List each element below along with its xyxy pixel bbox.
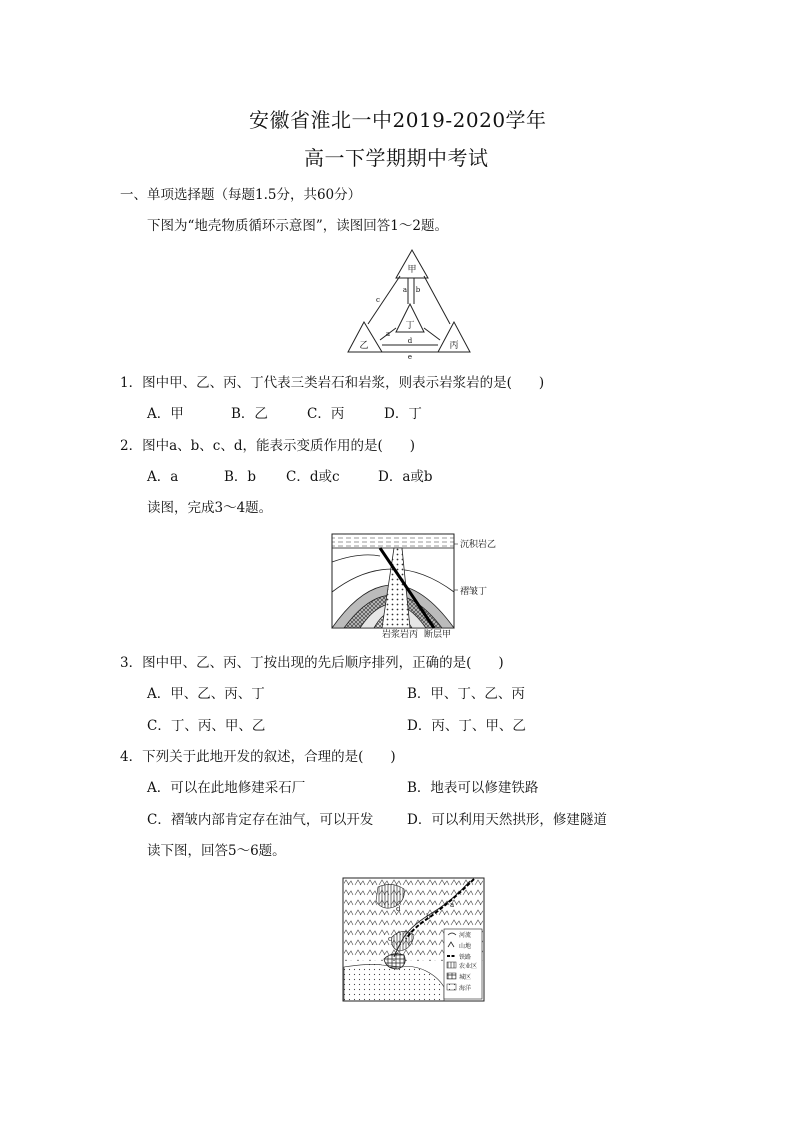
rock-cycle-diagram [344,248,474,360]
node-jia: 甲 [407,265,417,275]
title-line1: 安徽省淮北一中2019-2020学年 [249,108,547,132]
node-ding: 丁 [405,321,415,331]
arrow-label-b: b [415,286,421,294]
legend-river: 河流 [459,932,472,939]
intro-q1-2: 下图为“地壳物质循环示意图”，读图回答1～2题。 [147,218,448,234]
q1-option-a: A．甲 [147,406,184,422]
q2-option-b: B．b [224,469,257,485]
label-magmatic: 岩浆岩丙 [382,630,419,640]
q1-option-c: C．丙 [307,406,345,422]
label-fold: 褶皱丁 [460,587,488,597]
q3-option-d: D．丙、丁、甲、乙 [407,718,526,734]
label-fault: 断层甲 [424,630,452,640]
map-letter-b: b [426,913,431,921]
q2-option-d: D．a或b [378,469,433,485]
intro-q3-4: 读图，完成3～4题。 [147,500,273,516]
legend-city: 城区 [459,974,472,981]
arrow-label-a: a [402,286,408,294]
q2-stem: 2．图中a、b、c、d，能表示变质作用的是( ) [120,438,416,454]
q2-option-a: A．a [147,469,179,485]
q4-option-c: C．褶皱内部肯定存在油气，可以开发 [147,812,374,828]
node-yi: 乙 [359,341,369,351]
map-legend [444,929,482,999]
q1-stem: 1．图中甲、乙、丙、丁代表三类岩石和岩浆，则表示岩浆岩的是( ) [120,375,545,391]
q3-stem: 3．图中甲、乙、丙、丁按出现的先后顺序排列，正确的是( ) [120,655,504,671]
q2-option-c: C．d或c [286,469,340,485]
label-sedimentary: 沉积岩乙 [460,540,497,550]
q1-option-b: B．乙 [231,406,268,422]
arrow-label-a2: a [385,330,391,338]
title-line2: 高一下学期期中考试 [304,146,489,170]
river-city-map [342,877,485,1002]
q1-option-d: D．丁 [384,406,422,422]
q4-option-d: D．可以利用天然拱形，修建隧道 [407,812,607,828]
q4-stem: 4．下列关于此地开发的叙述，合理的是( ) [120,749,396,765]
geologic-section-diagram [330,532,500,640]
q3-option-a: A．甲、乙、丙、丁 [147,686,265,702]
section-heading: 一、单项选择题（每题1.5分，共60分） [120,187,362,203]
arrow-label-e: e [407,353,413,360]
legend-farm-icon [447,962,456,968]
legend-farm: 农业区 [459,963,478,970]
q4-option-b: B．地表可以修建铁路 [407,780,539,796]
legend-mountain: 山地 [459,943,472,950]
arrow-label-d: d [407,337,413,345]
arrow-label-c: c [376,296,380,304]
q3-option-c: C．丁、丙、甲、乙 [147,718,266,734]
legend-sea: 海洋 [459,985,472,992]
map-letter-a: a [450,901,455,909]
legend-city-icon [447,973,456,979]
q3-option-b: B．甲、丁、乙、丙 [407,686,525,702]
q4-option-a: A．可以在此地修建采石厂 [147,780,306,796]
map-letter-d: d [396,905,401,913]
legend-railway: 铁路 [459,954,472,961]
map-letter-c: c [388,935,392,943]
intro-q5-6: 读下图，回答5～6题。 [147,843,286,859]
node-bing: 丙 [449,341,459,351]
legend-sea-icon [447,984,456,990]
